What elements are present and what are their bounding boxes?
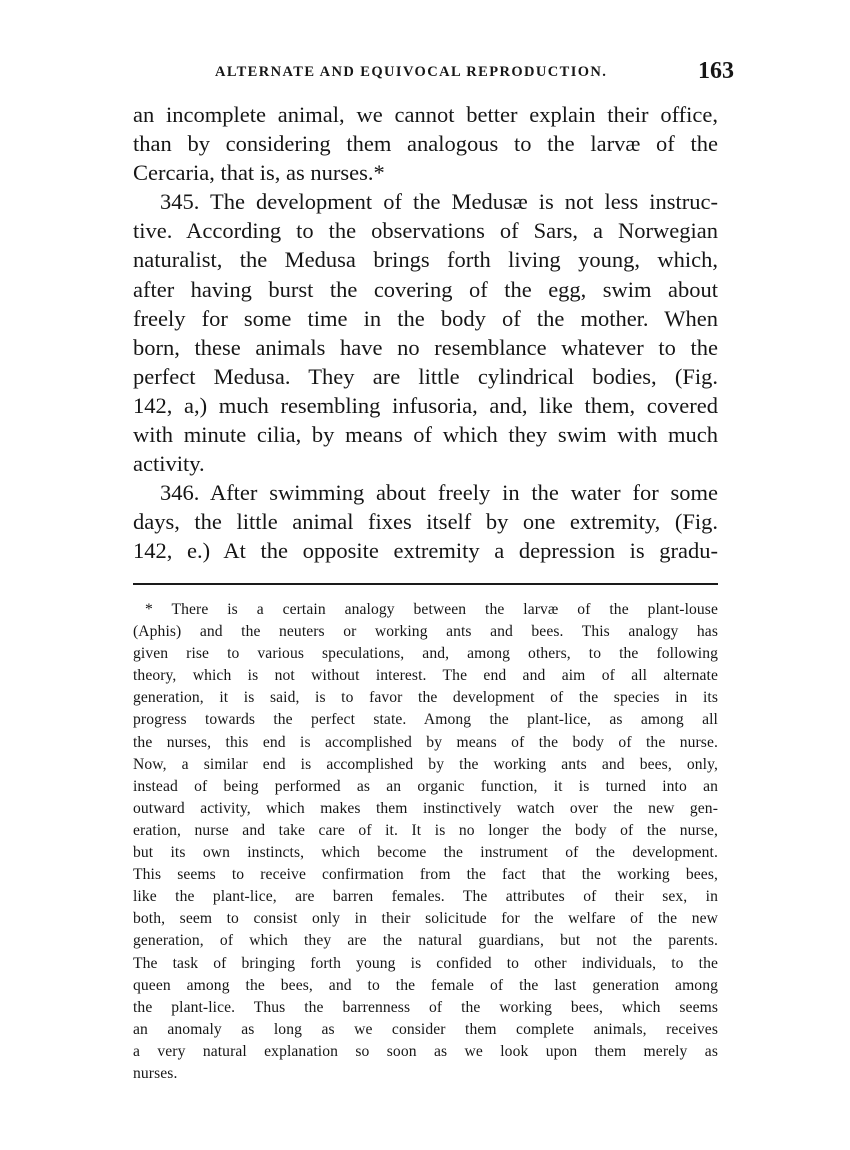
footnote-line: progress towards the perfect state. Among the plant-lice, as among all [133,711,718,729]
paragraph-346-start: 346. After swimming about freely in the water for some [160,480,718,506]
body-line: than by considering them analogous to the larvæ of the [133,131,718,157]
footnote-divider [133,583,718,585]
footnote-line: This seems to receive confirmation from the fact that the working bees, [133,866,718,884]
body-line: perfect Medusa. They are little cylindrical bodies, (Fig. [133,363,718,389]
footnote-line: a very natural explanation so soon as we look upon them merely as [133,1042,718,1060]
footnote-line: both, seem to consist only in their solicitude for the welfare of the new [133,910,718,928]
body-line: after having burst the covering of the egg, swim about [133,276,718,302]
footnote-line: the nurses, this end is accomplished by means of the body of the nurse. [133,733,718,751]
running-head: ALTERNATE AND EQUIVOCAL REPRODUCTION. [215,64,608,80]
footnote-line: but its own instincts, which become the instrument of the development. [133,844,718,862]
footnote-line: an anomaly as long as we consider them complete animals, receives [133,1020,718,1038]
body-line: an incomplete animal, we cannot better explain their office, [133,102,718,127]
body-line: activity. [133,451,205,477]
footnote-line: (Aphis) and the neuters or working ants and bees. This analogy has [133,623,718,641]
body-line: days, the little animal fixes itself by one extremity, (Fig. [133,509,718,535]
footnote-line: The task of bringing forth young is confided to other individuals, to the [133,954,718,972]
footnote-line: given rise to various speculations, and, among others, to the following [133,645,718,663]
footnote-line: eration, nurse and take care of it. It is no longer the body of the nurse, [133,821,718,839]
body-line: 142, a,) much resembling infusoria, and, like them, covered [133,392,718,418]
footnote-line: generation, it is said, is to favor the development of the species in its [133,689,718,707]
footnote-line: instead of being performed as an organic function, it is turned into an [133,777,718,795]
body-line: freely for some time in the body of the mother. When [133,305,718,331]
footnote-line: outward activity, which makes them instinctively watch over the new gen- [133,799,718,817]
footnote-line: like the plant-lice, are barren females. The attributes of their sex, in [133,888,718,906]
page-header [215,60,740,90]
body-line: with minute cilia, by means of which they swim with much [133,422,718,448]
paragraph-345-start: 345. The development of the Medusæ is not less instruc- [160,189,718,215]
body-text [133,100,718,566]
body-line: naturalist, the Medusa brings forth living young, which, [133,247,718,273]
body-line: tive. According to the observations of Sars, a Norwegian [133,218,718,244]
footnote-line: the plant-lice. Thus the barrenness of the working bees, which seems [133,998,718,1016]
footnote-line: queen among the bees, and to the female of the last generation among [133,976,718,994]
footnote-line: Now, a similar end is accomplished by the working ants and bees, only, [133,755,718,773]
footnote-line: nurses. [133,1064,178,1082]
footnote [133,599,718,1085]
body-line: born, these animals have no resemblance whatever to the [133,334,718,360]
footnote-line: * There is a certain analogy between the larvæ of the plant-louse [145,601,718,618]
footnote-line: theory, which is not without interest. The end and aim of all alternate [133,667,718,685]
footnote-line: generation, of which they are the natural guardians, but not the parents. [133,932,718,950]
page-number: 163 [698,58,734,84]
body-line: Cercaria, that is, as nurses.* [133,160,385,186]
body-line: 142, e.) At the opposite extremity a depression is gradu- [133,538,718,564]
